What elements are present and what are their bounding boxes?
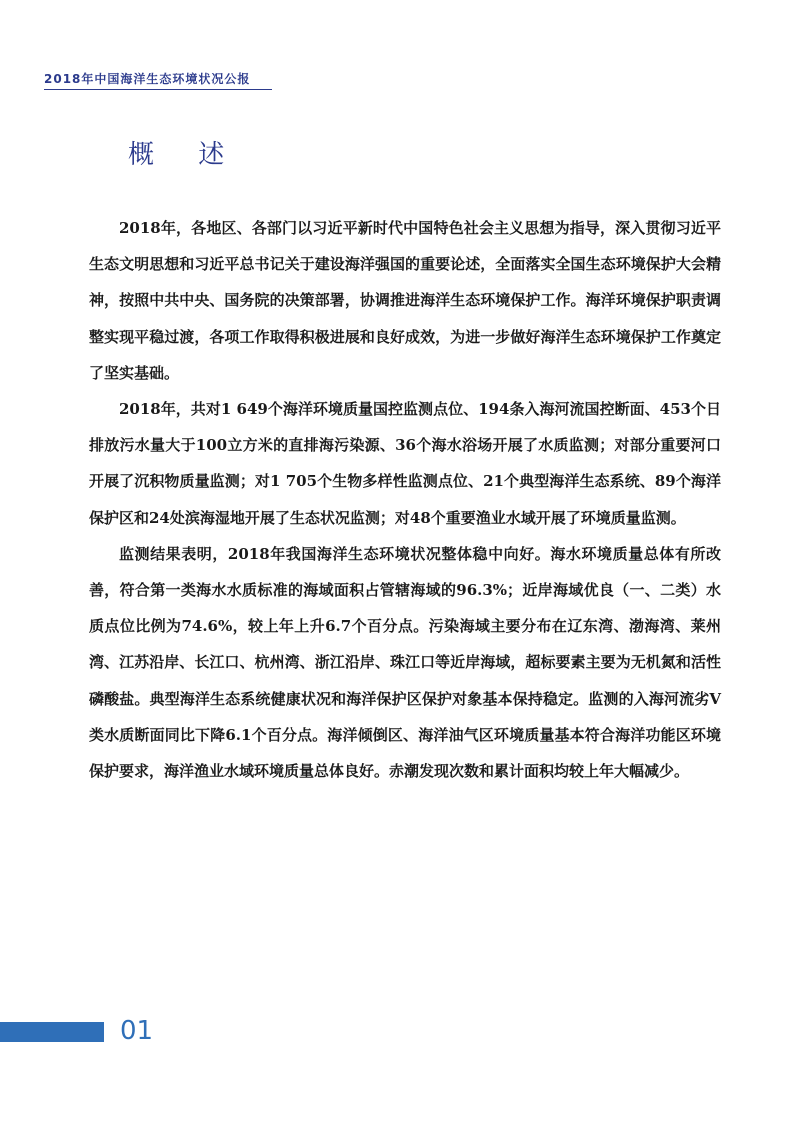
body-text [89,210,721,789]
page-number: 01 [120,1016,154,1046]
header-underline [44,89,272,90]
paragraph: 监测结果表明，2018年我国海洋生态环境状况整体稳中向好。海水环境质量总体有所改善，符合第一类海水水质标准的海域面积占管辖海域的96.3%；近岸海域优良（一、二类）水质点位比例为74.6%，较上年上升6.7个百分点。污染海域主要分布在辽东湾、渤海湾、莱州湾、江苏沿岸、长江口、杭州湾、浙江沿岸、珠江口等近岸海域，超标要素主要为无机氮和活性磷酸盐。典型海洋生态系统健康状况和海洋保护区保护对象基本保持稳定。监测的入海河流劣Ⅴ类水质断面同比下降6.1个百分点。海洋倾倒区、海洋油气区环境质量基本符合海洋功能区环境保护要求，海洋渔业水域环境质量总体良好。赤潮发现次数和累计面积均较上年大幅减少。 [89,544,721,781]
section-title: 概 述 [128,140,243,170]
report-header-title: 2018年中国海洋生态环境状况公报 [44,72,251,86]
paragraph: 2018年，共对1 649个海洋环境质量国控监测点位、194条入海河流国控断面、453个日排放污水量大于100立方米的直排海污染源、36个海水浴场开展了水质监测；对部分重要河口开展了沉积物质量监测；对1 705个生物多样性监测点位、21个典型海洋生态系统、89个海洋保护区和24处滨海湿地开展了生态状况监测；对48个重要渔业水域开展了环境质量监测。 [89,400,721,527]
page-number-bar [0,1022,104,1042]
paragraph: 2018年，各地区、各部门以习近平新时代中国特色社会主义思想为指导，深入贯彻习近平生态文明思想和习近平总书记关于建设海洋强国的重要论述，全面落实全国生态环境保护大会精神，按照中共中央、国务院的决策部署，协调推进海洋生态环境保护工作。海洋环境保护职责调整实现平稳过渡，各项工作取得积极进展和良好成效，为进一步做好海洋生态环境保护工作奠定了坚实基础。 [89,219,721,382]
